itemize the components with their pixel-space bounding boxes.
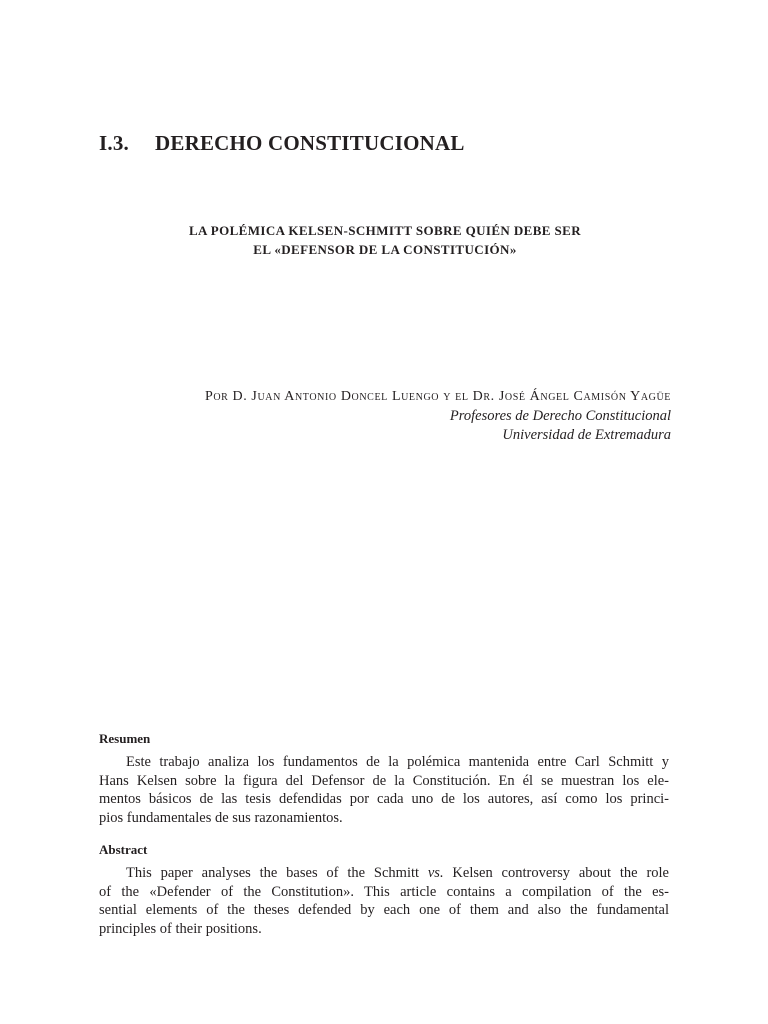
paragraph-line: mentos básicos de las tesis defendidas por cada uno de los autores, así como los princi- — [99, 791, 669, 808]
resumen-paragraph — [99, 753, 669, 827]
paragraph-line: Este trabajo analiza los fundamentos de la polémica mantenida entre Carl Schmitt y — [126, 754, 669, 770]
abstract-text: Kelsen controversy about the role — [443, 865, 669, 881]
resumen-heading: Resumen — [99, 731, 151, 746]
article-title-line: EL «DEFENSOR DE LA CONSTITUCIÓN» — [253, 242, 517, 257]
authors-line: Por D. Juan Antonio Doncel Luengo y el Dr. José Ángel Camisón Yagüe — [204, 389, 671, 404]
paragraph-line: of the «Defender of the Constitution». This article contains a compilation of the es- — [99, 883, 669, 900]
abstract-heading: Abstract — [99, 842, 148, 857]
section-heading — [99, 131, 465, 156]
paragraph-line: Hans Kelsen sobre la figura del Defensor de la Constitución. En él se muestran los ele- — [99, 772, 669, 789]
paragraph-line: principles of their positions. — [99, 920, 262, 937]
paragraph-line — [99, 864, 669, 883]
article-title — [99, 221, 671, 259]
abstract-italic-vs: vs. — [427, 865, 444, 881]
article-title-line: LA POLÉMICA KELSEN-SCHMITT SOBRE QUIÉN DEBE SER — [188, 223, 582, 238]
abstract-text: This paper analyses the bases of the Schmitt — [126, 865, 428, 881]
author-affiliation-university: Universidad de Extremadura — [502, 427, 671, 443]
section-title: DERECHO CONSTITUCIONAL — [155, 131, 465, 155]
paragraph-line: pios fundamentales de sus razonamientos. — [99, 809, 343, 826]
paragraph-line: sential elements of the theses defended by each one of them and also the fundamental — [99, 902, 669, 919]
author-affiliation-position: Profesores de Derecho Constitucional — [449, 408, 671, 424]
abstract-paragraph — [99, 864, 669, 938]
section-number: I.3. — [99, 131, 129, 155]
